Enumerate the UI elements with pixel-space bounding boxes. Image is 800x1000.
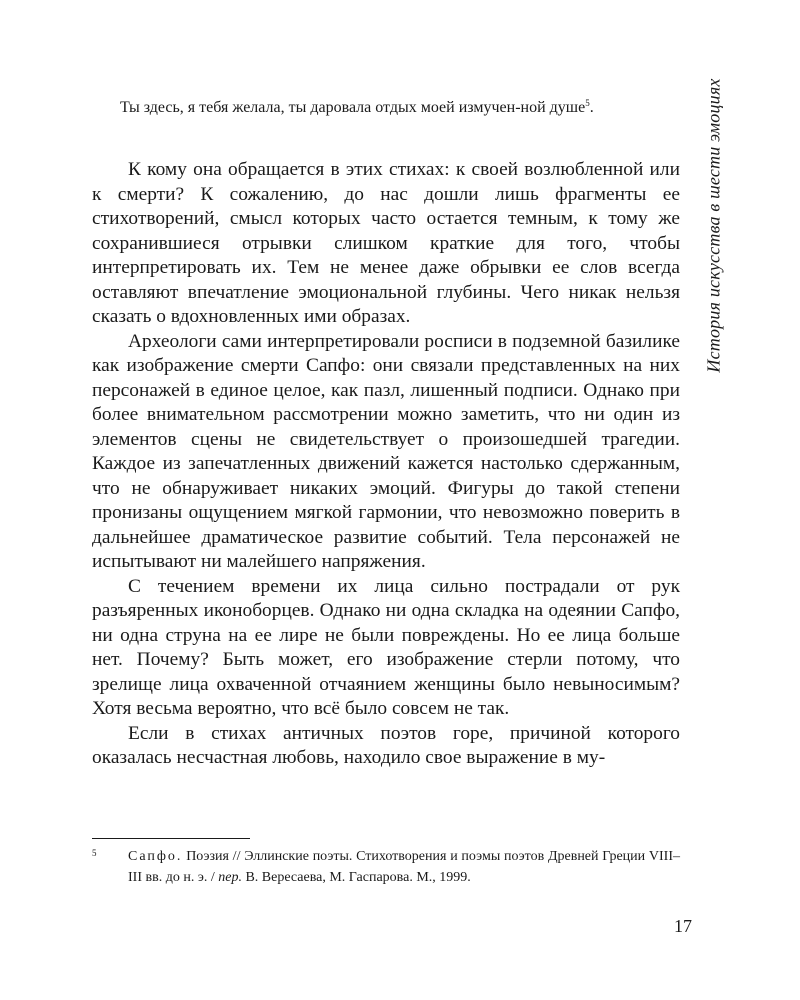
running-head-text: История искусства в шести эмоциях: [703, 77, 724, 373]
paragraph-4: Если в стихах античных поэтов горе, причиной которого оказалась несчастная любовь, находило свое выражение в му-: [92, 722, 680, 768]
footnote-ref[interactable]: 5: [585, 98, 590, 108]
footnote: [92, 846, 680, 888]
footnote-number: 5: [92, 848, 97, 858]
paragraph-2: Археологи сами интерпретировали росписи в подземной базилике как изображение смерти Сапфо: они связали представленных на них персонажей в единое целое, как пазл, лишенный подписи. Однако при более внимательном рассмотрении можно заметить, что ни один из элементов сцены не свидетельствует о произошедшей трагедии. Каждое из запечатленных движений кажется настолько сдержанным, что не обнаруживает никаких эмоций. Фигуры до такой степени пронизаны ощущением мягкой гармонии, что невозможно поверить в дальнейшее драматическое развитие событий. Тела персонажей не испытывают ни малейшего напряжения.: [92, 330, 680, 572]
verse-text: Ты здесь, я тебя желала, ты даровала отдых моей измучен-ной душе: [120, 99, 586, 116]
footnote-translator-abbr: пер.: [218, 870, 242, 885]
verse-quote: Ты здесь, я тебя желала, ты даровала отдых моей измучен-ной душе$^5$.: [120, 98, 594, 116]
footnote-author: Сапфо.: [128, 849, 183, 864]
footnote-translators: В. Вересаева, М. Гаспарова. М., 1999.: [245, 870, 471, 885]
paragraph-3: С течением времени их лица сильно пострадали от рук разъяренных иконоборцев. Однако ни одна складка на одеянии Сапфо, ни одна струна на ее лире не были повреждены. Но ее лица больше нет. Почему? Быть может, его изображение стерли потому, что зрелище лица охваченной отчаянием женщины было невыносимым? Хотя весьма вероятно, что всё было совсем не так.: [92, 575, 680, 719]
running-head: [701, 77, 727, 373]
footnote-source: Поэзия // Эллинские поэты. Стихотворения и поэмы поэтов Древней Греции VIII–III вв. до н. э. /: [128, 849, 681, 885]
footnote-text: [128, 846, 680, 888]
page-number: 17: [674, 916, 692, 936]
body-text: [92, 158, 680, 771]
footnote-divider: [92, 838, 250, 839]
paragraph-1: К кому она обращается в этих стихах: к своей возлюбленной или к смерти? К сожалению, до нас дошли лишь фрагменты ее стихотворений, смысл которых часто остается темным, к тому же сохранившиеся отрывки слишком краткие для того, чтобы интерпретировать их. Тем не менее даже обрывки ее слов всегда оставляют впечатление эмоциональной глубины. Чего никак нельзя сказать о вдохновленных ими образах.: [92, 159, 680, 327]
